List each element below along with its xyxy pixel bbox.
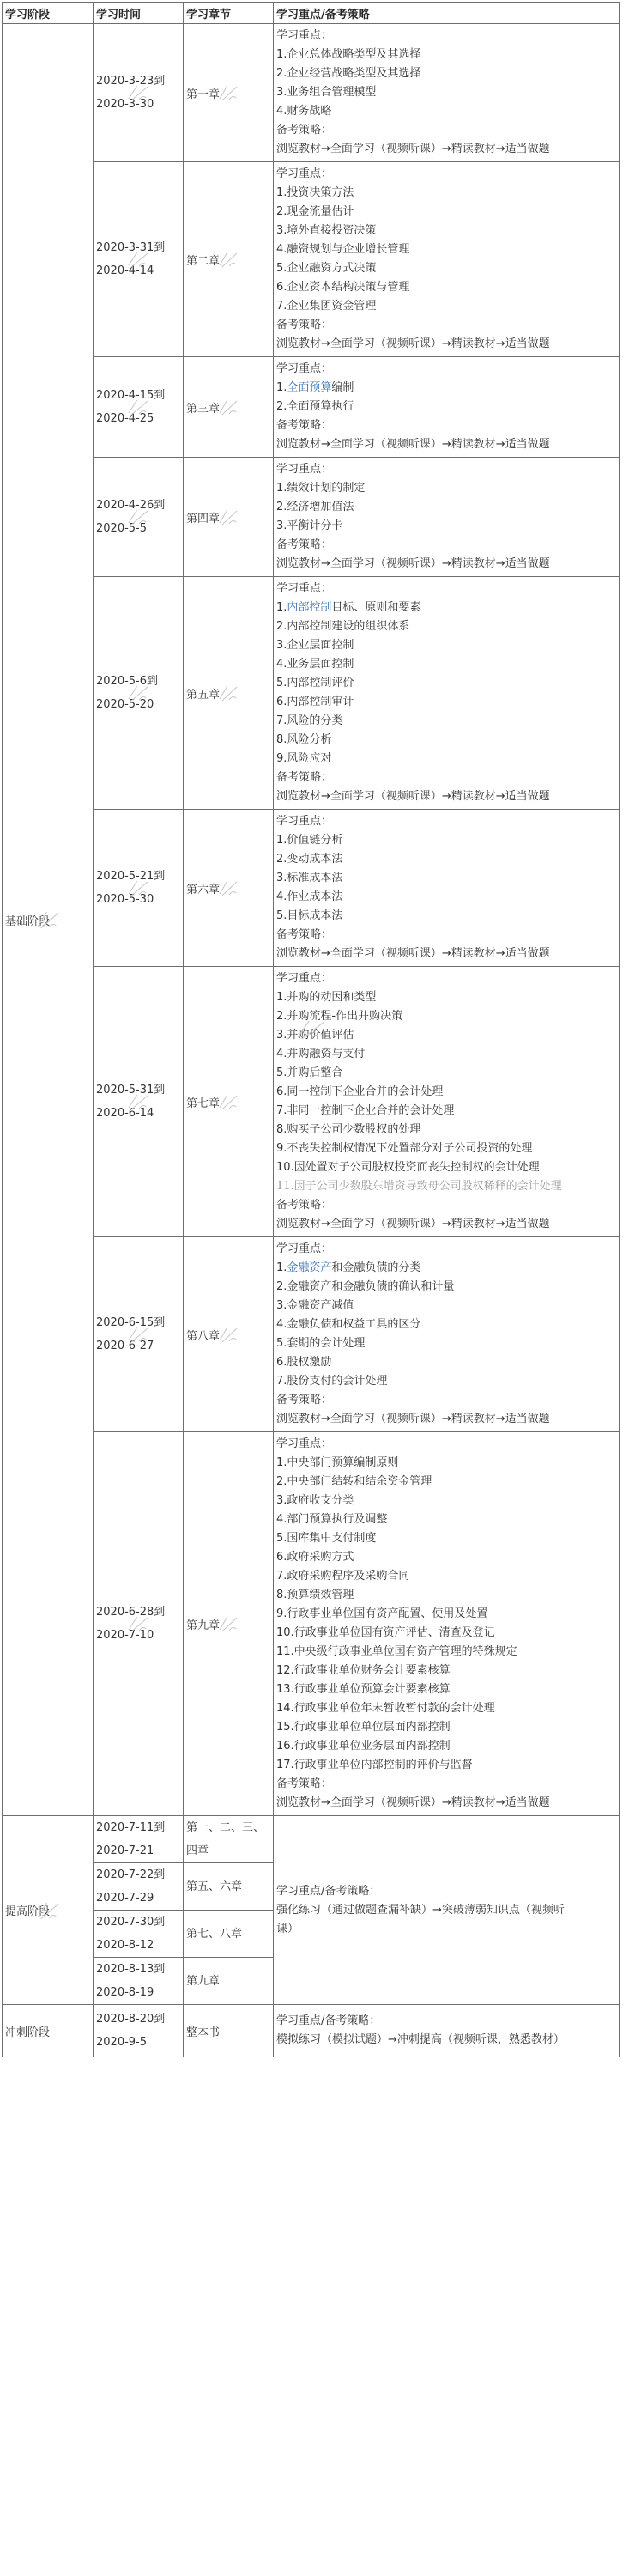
focus-line: 学习重点： [276,1437,333,1450]
list-number: 1. [276,1261,287,1274]
focus-line: 浏览教材→全面学习（视频听课）→精读教材→适当做题 [276,790,550,803]
focus-line: 4.财务战略 [276,105,332,118]
chapter-cell: 第六章 [184,810,274,967]
focus-line: 7.非同一控制下企业合并的会计处理 [276,1104,455,1117]
focus-line: 4.金融负债和权益工具的区分 [276,1318,421,1331]
focus-line: 5.目标成本法 [276,909,343,922]
focus-line: 2.金融资产和金融负债的确认和计量 [276,1280,455,1293]
time-cell [94,2005,184,2057]
keyword-link[interactable]: 内部控制 [287,601,332,614]
focus-line: 浏览教材→全面学习（视频听课）→精读教材→适当做题 [276,337,550,350]
focus-line: 6.政府采购方式 [276,1551,354,1564]
focus-line: 4.融资规划与企业增长管理 [276,243,410,256]
time-end: 2020-6-14 [96,1107,154,1120]
keyword-link[interactable]: 金融资产 [287,1261,332,1274]
focus-line: 学习重点： [276,29,333,42]
time-start: 2020-4-26到 [96,499,166,512]
focus-line: 备考策略： [276,319,333,331]
time-start: 2020-4-15到 [96,389,166,402]
focus-cell [274,458,620,577]
table-row [3,967,620,1237]
focus-line: 3.政府收支分类 [276,1494,354,1507]
table-row [3,1432,620,1816]
watermark-icon [218,684,239,702]
focus-line: 3.并购价值评估 [276,1029,354,1042]
focus-line: 强化练习（通过做题查漏补缺）→突破薄弱知识点（视频听 [276,1903,565,1917]
chapter-cell: 第九章 [184,1432,274,1816]
time-cell [94,1958,184,2005]
chapter-line: 第五、六章 [186,1880,243,1893]
time-start: 2020-6-28到 [96,1606,166,1619]
chapter-cell: 第三章 [184,357,274,458]
chapter-cell: 第八章 [184,1237,274,1432]
focus-line: 备考策略： [276,771,333,784]
chapter-line: 第七、八章 [186,1927,243,1941]
focus-line: 1.企业总体战略类型及其选择 [276,48,421,61]
chapter-cell: 第二章 [184,162,274,357]
focus-line: 5.并购后整合 [276,1066,343,1079]
focus-line: 学习重点： [276,362,333,375]
focus-cell-sprint [274,2005,620,2057]
focus-line: 3.标准成本法 [276,872,343,884]
chapter-cell: 第七章 [184,967,274,1237]
focus-line-rest: 目标、原则和要素 [331,601,421,614]
stage-cell-sprint: 冲刺阶段 [3,2005,94,2057]
focus-cell-improve [274,1816,620,2005]
table-row [3,357,620,458]
focus-line: 3.平衡计分卡 [276,519,343,532]
watermark-icon [36,910,60,929]
focus-line: 5.内部控制评价 [276,677,354,690]
time-end: 2020-7-21 [96,1844,154,1857]
focus-line: 7.企业集团资金管理 [276,300,377,313]
focus-cell [274,24,620,162]
table-row [3,24,620,162]
list-number: 1. [276,381,287,394]
focus-line: 16.行政事业单位业务层面内部控制 [276,1740,451,1753]
focus-line: 7.风险的分类 [276,714,343,727]
focus-line: 7.股份支付的会计处理 [276,1375,388,1388]
time-start: 2020-7-30到 [96,1916,166,1929]
watermark-icon [218,84,239,101]
focus-line: 备考策略： [276,1777,333,1790]
watermark-icon [218,1615,239,1632]
time-end: 2020-5-20 [96,698,154,711]
time-start: 2020-5-31到 [96,1084,166,1097]
watermark-icon [218,879,239,896]
time-cell [94,1816,184,1863]
focus-line: 5.套期的会计处理 [276,1337,366,1350]
table-row [3,458,620,577]
focus-line: 浏览教材→全面学习（视频听课）→精读教材→适当做题 [276,947,550,960]
header-focus: 学习重点/备考策略 [274,3,620,24]
time-start: 2020-8-13到 [96,1963,166,1976]
time-start: 2020-5-21到 [96,870,166,883]
focus-line: 1.并购的动因和类型 [276,991,377,1004]
focus-line: 学习重点： [276,972,333,985]
focus-line: 备考策略： [276,928,333,941]
focus-line: 3.业务组合管理模型 [276,86,377,99]
header-stage: 学习阶段 [3,3,94,24]
focus-line: 17.行政事业单位内部控制的评价与监督 [276,1759,473,1771]
focus-line: 8.风险分析 [276,733,332,746]
time-start: 2020-7-11到 [96,1821,166,1834]
focus-cell [274,577,620,810]
focus-line-rest: 编制 [331,381,354,394]
list-number: 1. [276,601,287,614]
focus-line: 6.内部控制审计 [276,696,354,708]
focus-line: 5.企业融资方式决策 [276,262,377,275]
focus-line: 浏览教材→全面学习（视频听课）→精读教材→适当做题 [276,143,550,155]
chapter-cell: 整本书 [184,2005,274,2057]
focus-line: 4.作业成本法 [276,890,343,903]
keyword-link[interactable]: 全面预算 [287,381,332,394]
time-end: 2020-4-25 [96,412,154,425]
table-row [3,810,620,967]
time-cell [94,357,184,458]
time-start: 2020-6-15到 [96,1316,166,1329]
watermark-icon [218,508,239,526]
focus-cell [274,1237,620,1432]
focus-line: 8.购买子公司少数股权的处理 [276,1123,421,1136]
time-start: 2020-8-20到 [96,2013,166,2026]
watermark-icon [218,1093,239,1110]
focus-line: 2.变动成本法 [276,853,343,866]
time-end: 2020-8-12 [96,1939,154,1952]
time-cell [94,967,184,1237]
focus-line: 9.行政事业单位国有资产配置、使用及处置 [276,1607,488,1620]
focus-line: 9.风险应对 [276,752,332,765]
focus-line: 1.价值链分析 [276,834,343,847]
focus-line: 9.不丧失控制权情况下处置部分对子公司投资的处理 [276,1142,533,1155]
focus-line: 2.内部控制建设的组织体系 [276,620,410,633]
focus-line: 2.并购流程-作出并购决策 [276,1010,403,1023]
chapter-cell [184,1958,274,2005]
focus-line: 备考策略： [276,124,333,137]
focus-line: 2.经济增加值法 [276,501,354,513]
time-cell [94,1863,184,1911]
focus-line: 备考策略： [276,538,333,551]
focus-line: 学习重点： [276,815,333,828]
focus-line: 12.行政事业单位财务会计要素核算 [276,1664,451,1677]
time-end: 2020-4-14 [96,264,154,277]
focus-line: 1.绩效计划的制定 [276,482,366,495]
focus-line: 1.投资决策方法 [276,186,354,199]
focus-line: 3.金融资产减值 [276,1299,354,1312]
table-row [3,1237,620,1432]
focus-line: 2.中央部门结转和结余资金管理 [276,1475,432,1488]
time-end: 2020-5-30 [96,893,154,906]
focus-line: 13.行政事业单位预算会计要素核算 [276,1683,451,1696]
time-start: 2020-7-22到 [96,1868,166,1881]
focus-line: 备考策略： [276,1199,333,1212]
time-cell [94,1237,184,1432]
time-end: 2020-5-5 [96,522,148,535]
focus-line: 4.业务层面控制 [276,658,354,671]
chapter-cell [184,1816,274,1863]
focus-cell [274,162,620,357]
focus-line: 6.同一控制下企业合并的会计处理 [276,1085,444,1098]
time-cell [94,1432,184,1816]
focus-line: 学习重点： [276,463,333,476]
watermark-icon [218,251,239,268]
time-start: 2020-3-23到 [96,75,166,88]
watermark-icon [36,1901,60,1920]
table-row [3,577,620,810]
focus-line: 学习重点： [276,582,333,595]
focus-line: 15.行政事业单位单位层面内部控制 [276,1721,451,1734]
header-chapter: 学习章节 [184,3,274,24]
focus-line: 学习重点： [276,1242,333,1255]
time-cell [94,810,184,967]
focus-line: 6.股权激励 [276,1356,332,1369]
chapter-cell [184,1911,274,1958]
table-row [3,1816,620,1863]
focus-line: 3.境外直接投资决策 [276,224,377,237]
focus-line [276,598,616,617]
time-cell [94,577,184,810]
header-time: 学习时间 [94,3,184,24]
focus-line: 备考策略： [276,1394,333,1406]
focus-line: 浏览教材→全面学习（视频听课）→精读教材→适当做题 [276,557,550,570]
focus-line-rest: 和金融负债的分类 [331,1261,421,1274]
focus-line: 课） [276,1922,299,1935]
focus-line: 7.政府采购程序及采购合同 [276,1570,410,1583]
time-cell [94,458,184,577]
focus-line: 浏览教材→全面学习（视频听课）→精读教材→适当做题 [276,1413,550,1425]
focus-line: 2.现金流量估计 [276,205,354,218]
focus-line: 4.并购融资与支付 [276,1048,366,1060]
focus-line: 2.全面预算执行 [276,400,354,413]
focus-line: 浏览教材→全面学习（视频听课）→精读教材→适当做题 [276,1218,550,1230]
focus-line [276,1259,616,1278]
focus-line: 6.企业资本结构决策与管理 [276,281,410,294]
focus-line: 模拟练习（模拟试题）→冲刺提高（视频听课，熟悉教材） [276,2033,565,2046]
focus-line: 备考策略： [276,419,333,432]
time-start: 2020-5-6到 [96,675,159,688]
focus-cell [274,357,620,458]
focus-line: 14.行政事业单位年末暂收暂付款的会计处理 [276,1702,495,1715]
stage-cell-improve: 提高阶段 [3,1816,94,2005]
time-end: 2020-7-10 [96,1629,154,1642]
time-cell [94,1911,184,1958]
focus-line: 浏览教材→全面学习（视频听课）→精读教材→适当做题 [276,438,550,451]
chapter-line: 四章 [186,1844,209,1857]
focus-line: 学习重点： [276,167,333,180]
focus-line [276,379,616,398]
table-row [3,162,620,357]
focus-line: 11.中央级行政事业单位国有资产管理的特殊规定 [276,1645,517,1658]
focus-line: 2.企业经营战略类型及其选择 [276,67,421,80]
focus-cell [274,967,620,1237]
header-row [3,3,620,24]
time-end: 2020-3-30 [96,98,154,111]
plan-body [3,24,620,2057]
focus-line: 10.行政事业单位国有资产评估、清查及登记 [276,1626,495,1639]
focus-line: 4.部门预算执行及调整 [276,1513,388,1526]
chapter-cell [184,1863,274,1911]
focus-line: 3.企业层面控制 [276,639,354,652]
table-row [3,2005,620,2057]
focus-line: 11.因子公司少数股东增资导致母公司股权稀释的会计处理 [276,1180,562,1193]
watermark-icon [218,398,239,416]
focus-cell [274,810,620,967]
chapter-cell: 第一章 [184,24,274,162]
focus-cell [274,1432,620,1816]
time-cell [94,24,184,162]
time-end: 2020-9-5 [96,2036,148,2049]
time-end: 2020-8-19 [96,1986,154,1999]
chapter-line: 第一、二、三、 [186,1821,265,1834]
chapter-cell: 第四章 [184,458,274,577]
focus-line: 学习重点/备考策略： [276,2014,381,2027]
stage-cell-basic: 基础阶段 [3,24,94,1816]
focus-line: 8.预算绩效管理 [276,1589,354,1601]
time-end: 2020-6-27 [96,1340,154,1352]
time-cell [94,162,184,357]
focus-line: 10.因处置对子公司股权投资而丧失控制权的会计处理 [276,1161,540,1174]
focus-line: 1.中央部门预算编制原则 [276,1456,399,1469]
chapter-cell: 第五章 [184,577,274,810]
time-end: 2020-7-29 [96,1892,154,1905]
focus-line: 5.国库集中支付制度 [276,1532,377,1545]
watermark-icon [218,1326,239,1343]
focus-line: 学习重点/备考策略： [276,1884,381,1898]
time-start: 2020-3-31到 [96,241,166,254]
focus-line: 浏览教材→全面学习（视频听课）→精读教材→适当做题 [276,1796,550,1809]
chapter-line: 第九章 [186,1974,221,1988]
study-plan-table [2,2,620,2057]
